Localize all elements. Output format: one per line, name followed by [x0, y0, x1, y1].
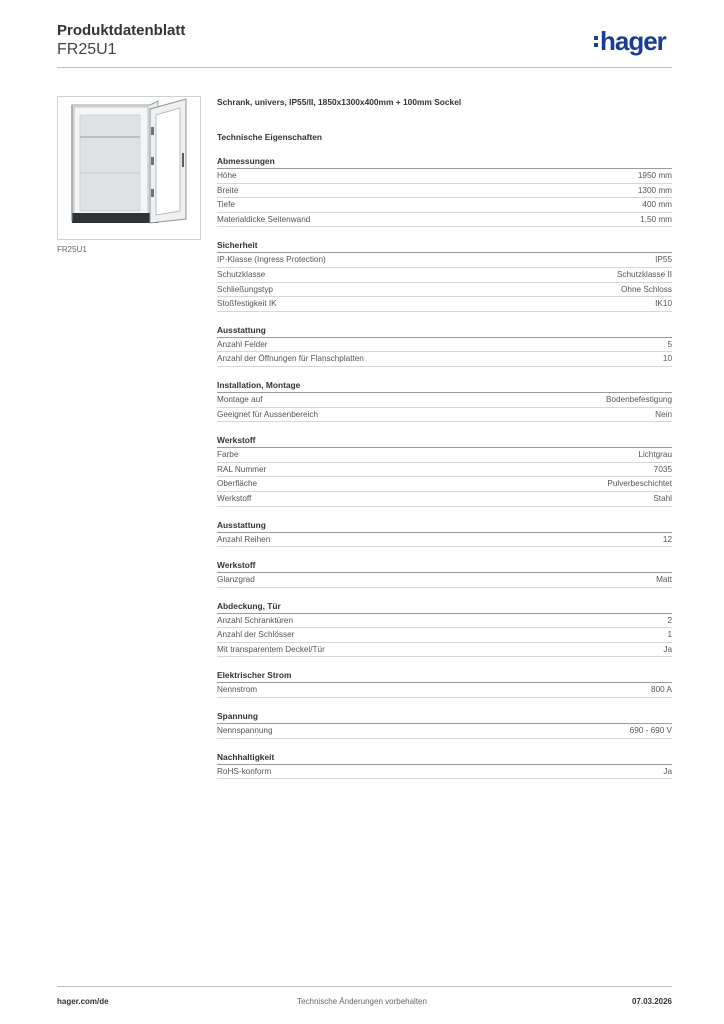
- spec-value: 1950 mm: [637, 171, 672, 180]
- spec-value: 12: [662, 534, 672, 544]
- spec-row: [217, 492, 672, 507]
- spec-label: Materialdicke Seitenwand: [217, 214, 311, 224]
- spec-value: IK10: [655, 299, 672, 309]
- spec-row: [217, 614, 672, 629]
- spec-sections: [217, 155, 672, 779]
- spec-value: Lichtgrau: [638, 450, 672, 460]
- spec-label: Tiefe: [217, 200, 235, 210]
- header-divider: [57, 67, 672, 68]
- spec-value: 800 A: [651, 685, 672, 695]
- spec-value: 10: [662, 354, 672, 364]
- spec-section: [217, 751, 672, 780]
- hager-logo: [594, 26, 666, 56]
- spec-row: [217, 408, 672, 423]
- spec-label: Stoßfestigkeit IK: [217, 299, 277, 309]
- spec-label: Anzahl Schranktüren: [217, 615, 294, 625]
- spec-row: [217, 268, 672, 283]
- spec-label: RoHS-konform: [217, 766, 272, 776]
- spec-label: Schließungstyp: [217, 284, 273, 294]
- spec-value: 7035: [653, 464, 672, 474]
- spec-label: RAL Nummer: [217, 464, 267, 474]
- spec-label: Breite: [217, 185, 239, 195]
- spec-value: Bodenbefestigung: [605, 394, 672, 404]
- spec-label: Nennstrom: [217, 685, 258, 695]
- spec-label: Oberfläche: [217, 479, 258, 489]
- section-title: Werkstoff: [217, 559, 672, 573]
- spec-row: [217, 283, 672, 298]
- spec-label: Anzahl der Öffnungen für Flanschplatten: [217, 354, 364, 364]
- spec-value: 1,50 mm: [640, 214, 672, 224]
- spec-value: 1: [667, 630, 672, 640]
- section-title: Ausstattung: [217, 519, 672, 533]
- section-title: Sicherheit: [217, 239, 672, 253]
- technical-properties-title: Technische Eigenschaften: [217, 132, 323, 142]
- spec-label: Schutzklasse: [217, 269, 266, 279]
- spec-value: Ohne Schloss: [621, 284, 672, 294]
- spec-label: IP-Klasse (Ingress Protection): [217, 255, 326, 265]
- spec-row: [217, 724, 672, 739]
- spec-row: [217, 169, 672, 184]
- spec-value: Schutzklasse II: [616, 269, 672, 279]
- spec-row: [217, 683, 672, 698]
- spec-row: [217, 184, 672, 199]
- spec-value: 400 mm: [642, 200, 672, 210]
- spec-label: Höhe: [217, 171, 237, 180]
- product-details: [217, 96, 672, 779]
- spec-label: Werkstoff: [217, 493, 252, 503]
- page-title: Produktdatenblatt: [57, 22, 186, 39]
- spec-label: Nennspannung: [217, 726, 273, 736]
- image-caption: FR25U1: [57, 245, 87, 254]
- spec-section: [217, 710, 672, 739]
- spec-label: Anzahl der Schlösser: [217, 630, 295, 640]
- spec-value: Pulverbeschichtet: [607, 479, 672, 489]
- spec-value: Ja: [663, 766, 672, 776]
- spec-value: 1300 mm: [637, 185, 672, 195]
- spec-row: [217, 297, 672, 312]
- spec-value: Stahl: [653, 493, 672, 503]
- section-title: Installation, Montage: [217, 379, 672, 393]
- spec-row: [217, 628, 672, 643]
- spec-row: [217, 573, 672, 588]
- product-code: FR25U1: [57, 41, 117, 58]
- spec-label: Glanzgrad: [217, 575, 255, 585]
- logo-text: hager: [600, 26, 666, 56]
- spec-row: [217, 213, 672, 228]
- section-title: Abdeckung, Tür: [217, 600, 672, 614]
- spec-label: Anzahl Reihen: [217, 534, 271, 544]
- spec-row: [217, 477, 672, 492]
- spec-value: Nein: [655, 409, 672, 419]
- spec-row: [217, 533, 672, 548]
- spec-label: Geeignet für Aussenbereich: [217, 409, 319, 419]
- section-title: Ausstattung: [217, 324, 672, 338]
- spec-row: [217, 253, 672, 268]
- spec-section: [217, 324, 672, 367]
- spec-value: 5: [667, 339, 672, 349]
- footer-note: Technische Änderungen vorbehalten: [297, 997, 427, 1006]
- section-title: Abmessungen: [217, 155, 672, 169]
- spec-row: [217, 393, 672, 408]
- spec-row: [217, 643, 672, 658]
- spec-row: [217, 765, 672, 780]
- spec-section: [217, 434, 672, 506]
- spec-label: Anzahl Felder: [217, 339, 268, 349]
- spec-row: [217, 338, 672, 353]
- spec-label: Farbe: [217, 450, 239, 460]
- spec-row: [217, 352, 672, 367]
- spec-value: Ja: [663, 644, 672, 654]
- spec-section: [217, 519, 672, 548]
- spec-section: [217, 239, 672, 311]
- spec-section: [217, 600, 672, 658]
- section-title: Nachhaltigkeit: [217, 751, 672, 765]
- footer-divider: [57, 986, 672, 987]
- spec-value: Matt: [656, 575, 672, 585]
- spec-label: Mit transparentem Deckel/Tür: [217, 644, 325, 654]
- spec-section: [217, 669, 672, 698]
- product-description: Schrank, univers, IP55/II, 1850x1300x400mm + 100mm Sockel: [217, 97, 462, 107]
- spec-value: IP55: [655, 255, 672, 265]
- spec-row: [217, 463, 672, 478]
- spec-section: [217, 559, 672, 588]
- spec-value: 690 - 690 V: [629, 726, 672, 736]
- spec-row: [217, 448, 672, 463]
- footer-website: hager.com/de: [57, 997, 109, 1006]
- product-image: [57, 96, 201, 240]
- section-title: Werkstoff: [217, 434, 672, 448]
- logo-dots-icon: [594, 34, 598, 48]
- footer-date: 07.03.2026: [631, 997, 672, 1006]
- cabinet-illustration-icon: [58, 97, 200, 239]
- section-title: Spannung: [217, 710, 672, 724]
- spec-row: [217, 198, 672, 213]
- spec-label: Montage auf: [217, 394, 263, 404]
- section-title: Elektrischer Strom: [217, 669, 672, 683]
- spec-section: [217, 155, 672, 227]
- spec-section: [217, 379, 672, 422]
- spec-value: 2: [667, 615, 672, 625]
